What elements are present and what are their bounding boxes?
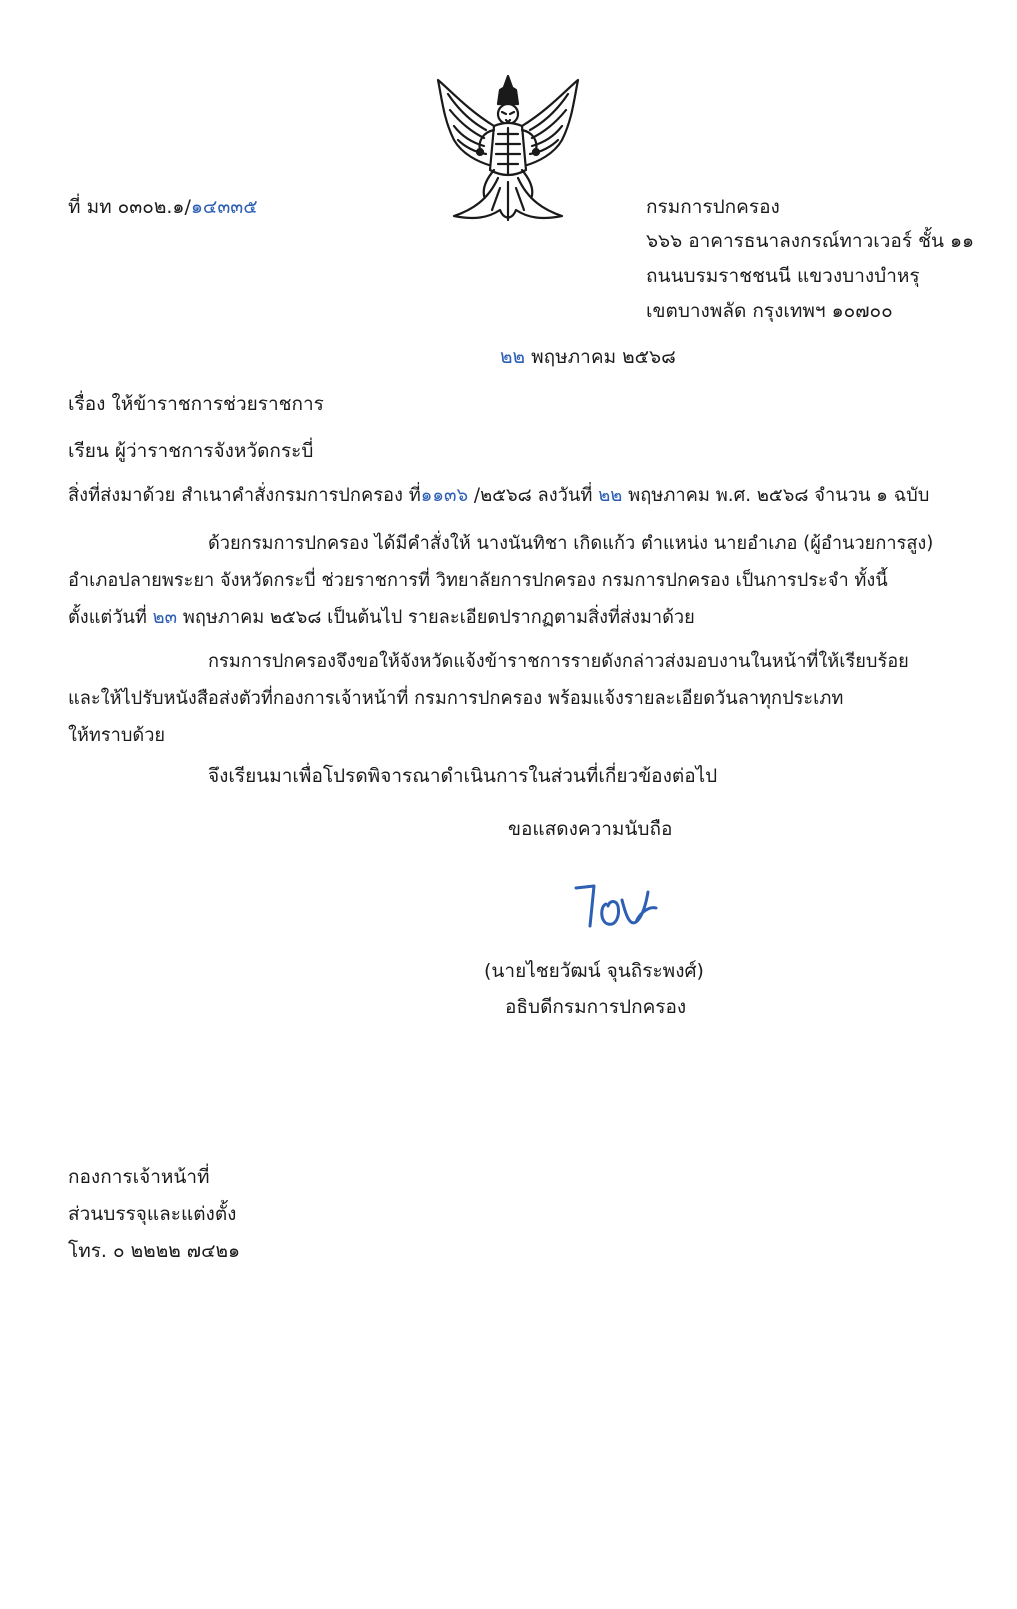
recipient-line bbox=[68, 440, 313, 463]
para2-line1: กรมการปกครองจึงขอให้จังหวัดแจ้งข้าราชการรายดังกล่าวส่งมอบงานในหน้าที่ให้เรียบร้อย bbox=[208, 651, 909, 672]
para2-line2: และให้ไปรับหนังสือส่งตัวที่กองการเจ้าหน้าที่ กรมการปกครอง พร้อมแจ้งรายละเอียดวันลาทุกประเภท bbox=[68, 688, 844, 709]
body-paragraph-1 bbox=[68, 525, 948, 636]
enclosure-text-2: /๒๕๖๘ ลงวันที่ bbox=[473, 485, 593, 506]
enclosure-order-number: ๑๑๓๖ bbox=[420, 485, 469, 506]
para1-line3-start: ตั้งแต่วันที่ bbox=[68, 607, 147, 628]
subject-label: เรื่อง bbox=[68, 393, 106, 415]
enclosure-label: สิ่งที่ส่งมาด้วย bbox=[68, 485, 176, 506]
enclosure-day: ๒๒ bbox=[598, 485, 623, 506]
para2-line3: ให้ทราบด้วย bbox=[68, 725, 166, 746]
garuda-emblem-icon bbox=[428, 70, 588, 240]
para3-line1: จึงเรียนมาเพื่อโปรดพิจารณาดำเนินการในส่วนที่เกี่ยวข้องต่อไป bbox=[208, 765, 718, 787]
reference-number bbox=[68, 196, 258, 219]
footer-phone: โทร. ๐ ๒๒๒๒ ๗๔๒๑ bbox=[68, 1240, 241, 1262]
signer-name: (นายไชยวัฒน์ จุนถิระพงศ์) bbox=[484, 960, 704, 982]
enclosure-text-3: พฤษภาคม พ.ศ. ๒๕๖๘ จำนวน ๑ ฉบับ bbox=[628, 485, 930, 506]
address-line-4: เขตบางพลัด กรุงเทพฯ ๑๐๗๐๐ bbox=[646, 300, 893, 322]
signer-title: อธิบดีกรมการปกครอง bbox=[505, 996, 687, 1018]
enclosure-line bbox=[68, 485, 929, 507]
body-paragraph-3 bbox=[68, 758, 948, 795]
para1-line1: ด้วยกรมการปกครอง ได้มีคำสั่งให้ นางนันทิชา เกิดแก้ว ตำแหน่ง นายอำเภอ (ผู้อำนวยการสูง) bbox=[208, 533, 934, 554]
enclosure-text-1: สำเนาคำสั่งกรมการปกครอง ที่ bbox=[181, 485, 421, 506]
footer-department: กองการเจ้าหน้าที่ bbox=[68, 1166, 210, 1188]
date-month-year: พฤษภาคม ๒๕๖๘ bbox=[531, 346, 676, 368]
date-day: ๒๒ bbox=[500, 346, 526, 368]
para1-line3-end: พฤษภาคม ๒๕๖๘ เป็นต้นไป รายละเอียดปรากฏตามสิ่งที่ส่งมาด้วย bbox=[182, 607, 695, 628]
footer-section: ส่วนบรรจุและแต่งตั้ง bbox=[68, 1203, 237, 1225]
reference-handwritten-number: ๑๔๓๓๕ bbox=[190, 196, 258, 218]
address-line-2: ๖๖๖ อาคารธนาลงกรณ์ทาวเวอร์ ชั้น ๑๑ bbox=[646, 230, 975, 252]
address-line-1: กรมการปกครอง bbox=[646, 196, 780, 218]
body-paragraph-2 bbox=[68, 643, 948, 754]
subject-line bbox=[68, 393, 324, 416]
recipient-text: ผู้ว่าราชการจังหวัดกระบี่ bbox=[114, 440, 314, 462]
reference-prefix: ที่ มท ๐๓๐๒.๑/ bbox=[68, 196, 191, 218]
para1-line2: อำเภอปลายพระยา จังหวัดกระบี่ ช่วยราชการที่ วิทยาลัยการปกครอง กรมการปกครอง เป็นการประจำ ทั้งนี้ bbox=[68, 570, 888, 591]
subject-text: ให้ข้าราชการช่วยราชการ bbox=[111, 393, 324, 415]
recipient-label: เรียน bbox=[68, 440, 109, 462]
address-line-3: ถนนบรมราชชนนี แขวงบางบำหรุ bbox=[646, 265, 920, 287]
para1-line3 bbox=[68, 599, 948, 636]
letter-date bbox=[500, 346, 676, 369]
closing-salutation: ขอแสดงความนับถือ bbox=[508, 818, 673, 840]
para1-handwritten-day: ๒๓ bbox=[152, 607, 178, 628]
handwritten-signature bbox=[570, 876, 660, 936]
